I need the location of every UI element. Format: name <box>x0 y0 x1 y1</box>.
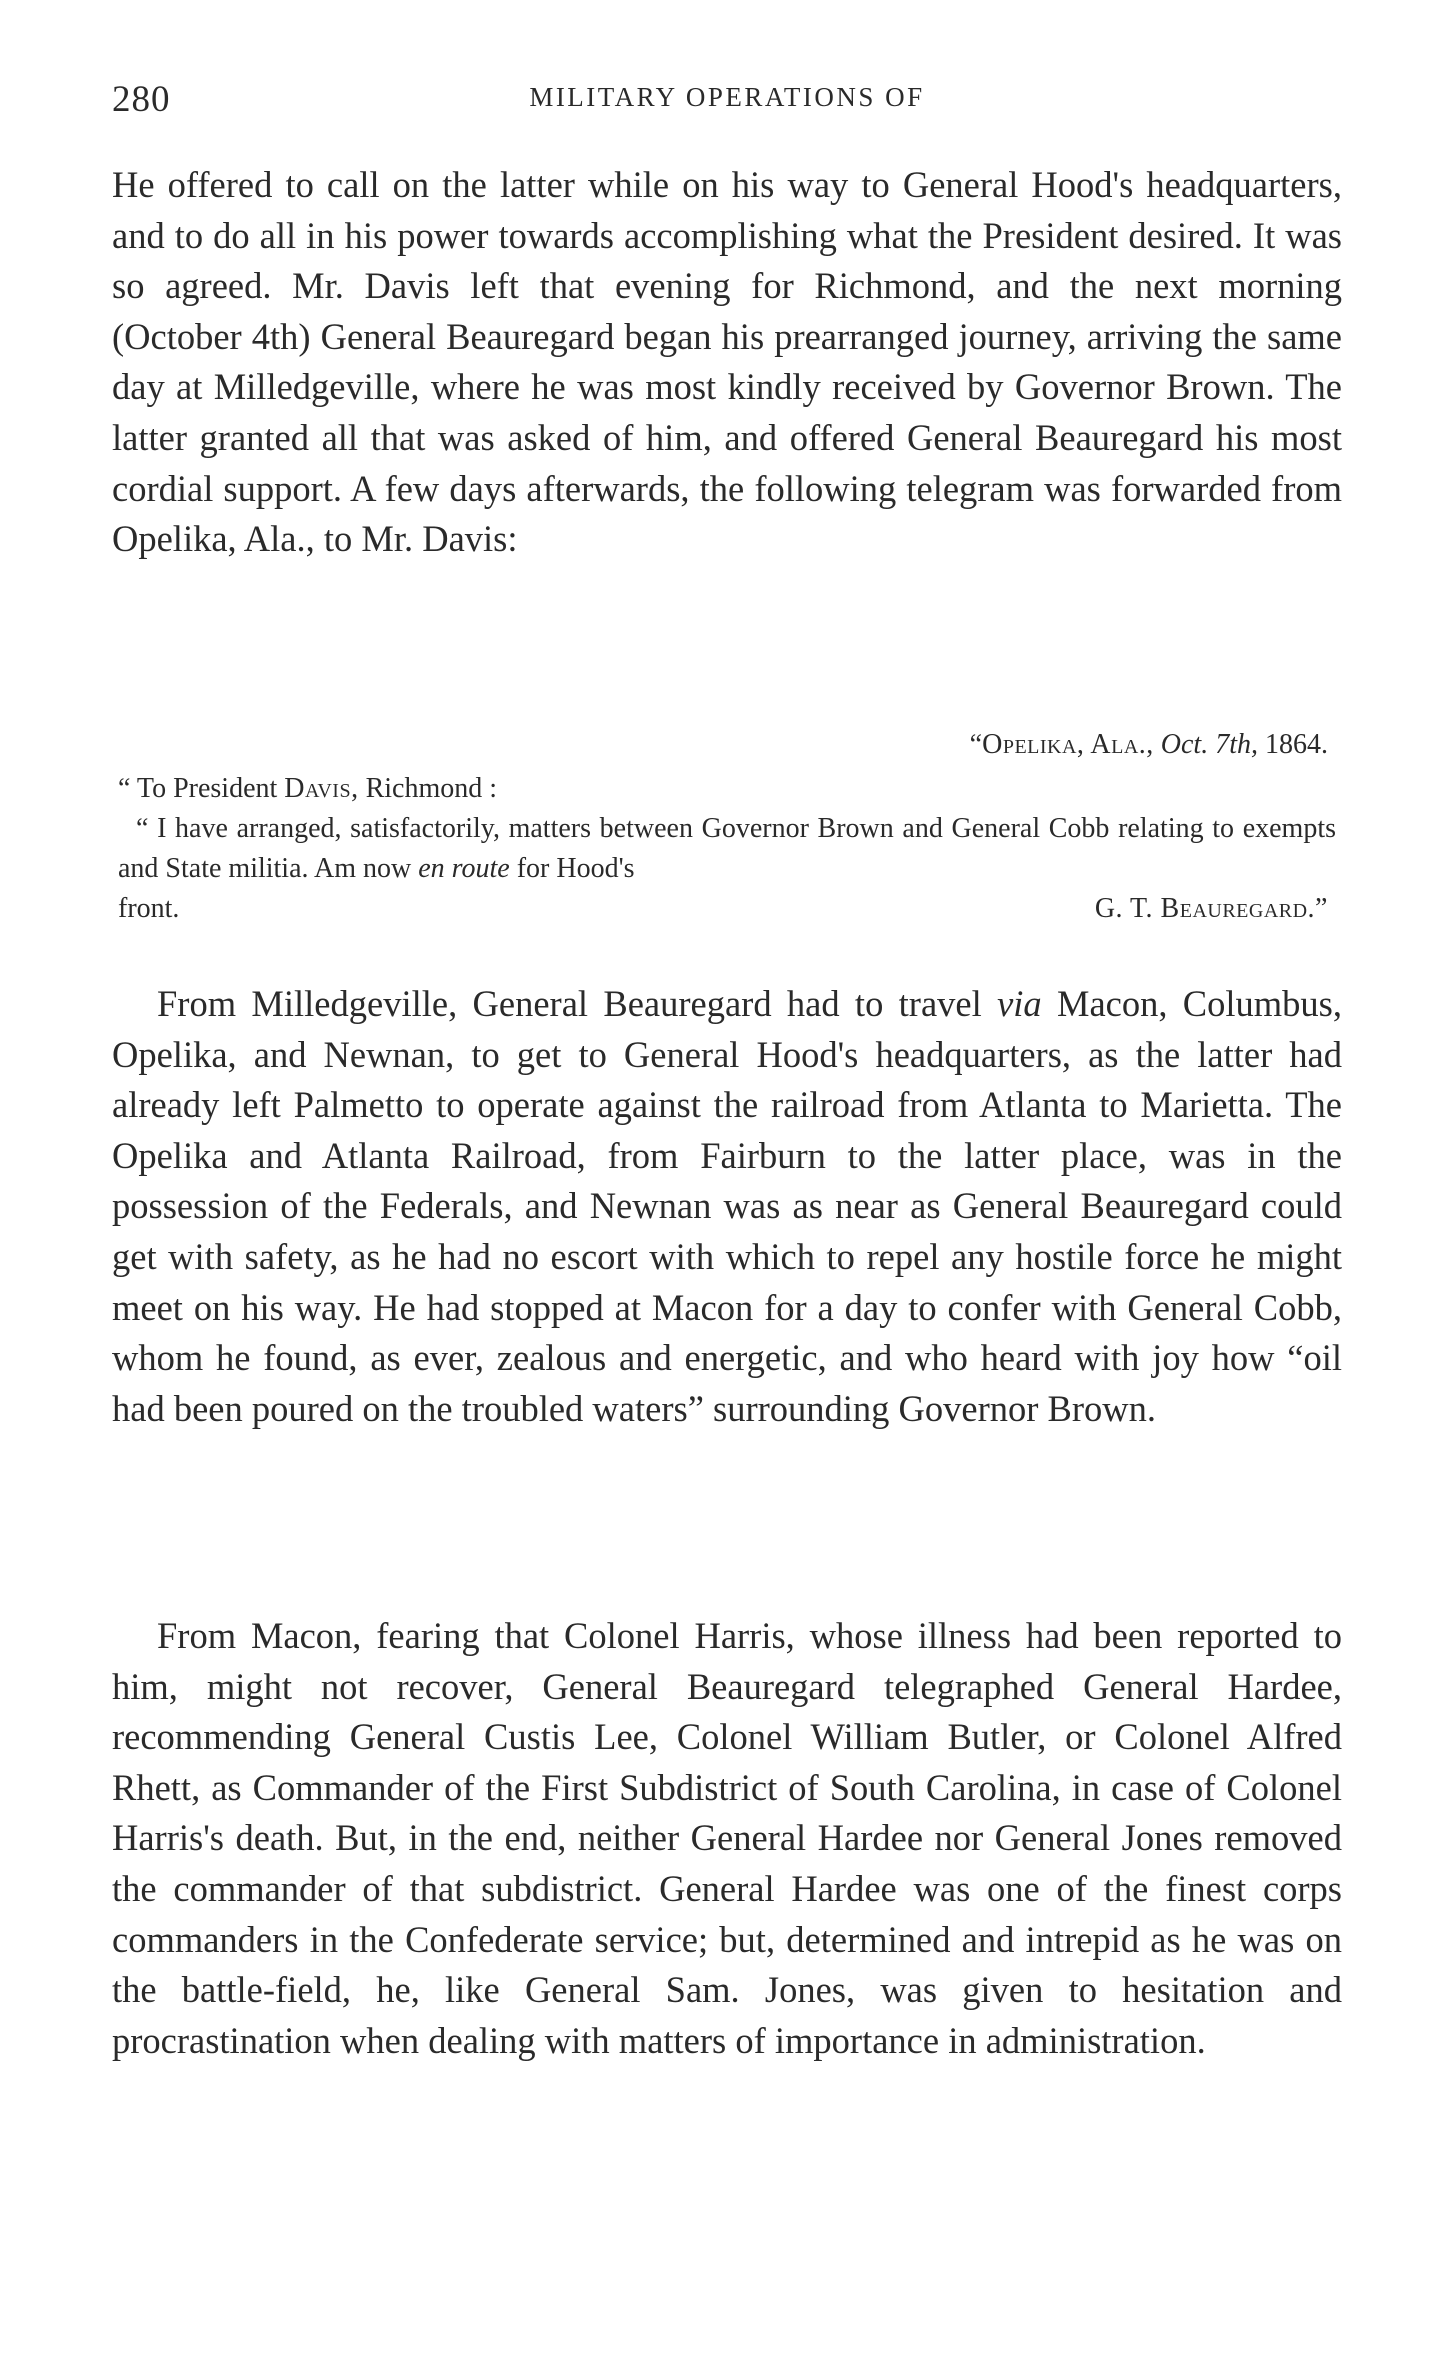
dateline-place: Opelika, Ala., <box>982 729 1154 760</box>
paragraph-1 <box>112 160 1342 565</box>
paragraph-3 <box>112 1611 1342 2066</box>
dateline-open-quote: “ <box>969 729 983 760</box>
addressee-suffix: Richmond : <box>365 773 498 804</box>
paragraph-2-italic: via <box>997 983 1042 1024</box>
addressee-prefix: “ To President <box>118 773 278 804</box>
telegram-dateline <box>118 725 1336 765</box>
telegram-body-italic: en route <box>418 853 510 884</box>
running-head <box>112 78 1342 128</box>
paragraph-2-rest: Macon, Columbus, Opelika, and Newnan, to get to General Hood's headquarters, as the latter had already left Palmetto to operate against the railroad from Atlanta to Marietta. The Opelika and Atlanta Railroad, from Fairburn to the latter place, was in the possession of the Federals, and Newnan was as near as General Beauregard could get with safety, as he had no escort with which to repel any hostile force he might meet on his way. He had stopped at Macon for a day to confer with General Cobb, whom he found, as ever, zealous and energetic, and who heard with joy how “oil had been poured on the troubled waters” surrounding Governor Brown. <box>112 983 1342 1429</box>
page-number: 280 <box>112 79 171 120</box>
paragraph-3-text: From Macon, fearing that Colonel Harris, whose illness had been reported to him, might not recover, General Beauregard telegraphed General Hardee, recommending General Custis Lee, Colonel William Butler, or Colonel Alfred Rhett, as Commander of the First Subdistrict of South Carolina, in case of Colonel Harris's death. But, in the end, neither General Hardee nor General Jones removed the commander of that subdistrict. General Hardee was one of the finest corps commanders in the Confederate service; but, determined and intrepid as he was on the battle-field, he, like General Sam. Jones, was given to hesitation and procrastination when dealing with matters of importance in administration. <box>112 1615 1342 2061</box>
telegram-last-word: front. <box>118 893 180 924</box>
addressee-name: Davis, <box>284 773 359 804</box>
dateline-year: 1864. <box>1265 729 1328 760</box>
telegram-body <box>118 809 1336 889</box>
telegram-signature <box>1095 889 1328 929</box>
dateline-date: Oct. 7th, <box>1160 729 1258 760</box>
signature-text: G. T. Beauregard.” <box>1094 893 1328 924</box>
paragraph-2-text <box>112 979 1342 1434</box>
telegram-addressee <box>118 769 1336 809</box>
telegram-closing-line <box>118 889 1336 929</box>
paragraph-2 <box>112 979 1342 1434</box>
paragraph-2-start: From Milledgeville, General Beauregard had to travel <box>157 983 982 1024</box>
paragraph-1-text: He offered to call on the latter while on his way to General Hood's headquarters, and to do all in his power towards accomplishing what the President desired. It was so agreed. Mr. Davis left that evening for Richmond, and the next morning (October 4th) General Beauregard began his prearranged journey, arriving the same day at Milledgeville, where he was most kindly received by Governor Brown. The latter granted all that was asked of him, and offered General Beauregard his most cordial support. A few days afterwards, the following telegram was forwarded from Opelika, Ala., to Mr. Davis: <box>112 164 1342 560</box>
telegram-quote <box>118 725 1336 929</box>
running-title: MILITARY OPERATIONS OF <box>529 82 925 112</box>
telegram-body-end: for Hood's <box>516 853 635 884</box>
telegram-body-text: “ I have arranged, satisfactorily, matters between Governor Brown and General Cobb relating to exempts and State militia. Am now <box>118 813 1336 884</box>
